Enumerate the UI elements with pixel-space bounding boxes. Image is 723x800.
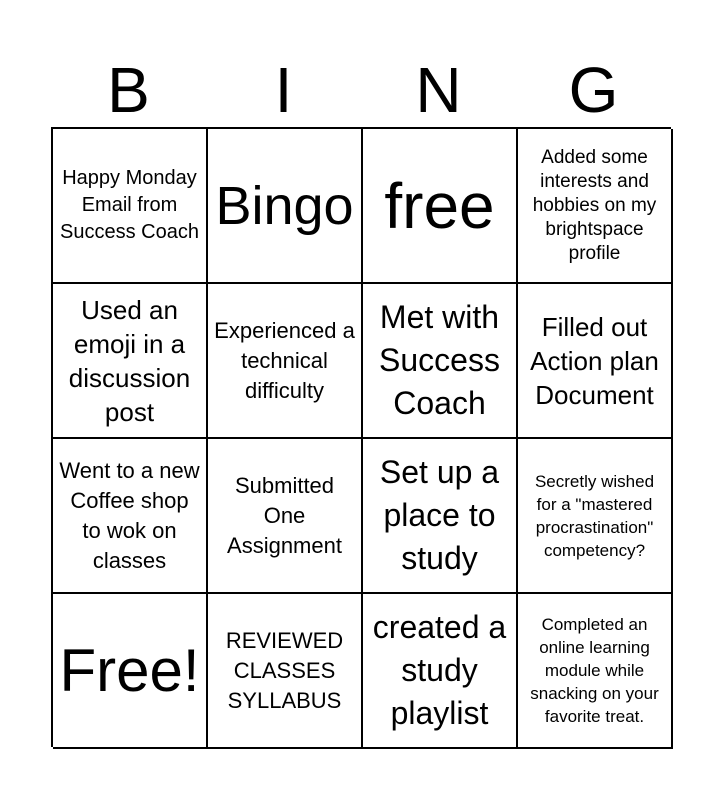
header-letter-i: I <box>274 54 293 126</box>
bingo-cell-r3c3[interactable] <box>363 439 518 594</box>
cell-text: Added some interests and hobbies on my brightspace profile <box>532 146 657 264</box>
cell-text: Filled out Action plan Document <box>530 311 659 410</box>
cell-text: Happy Monday Email from Success Coach <box>60 167 199 243</box>
bingo-cell-r3c4[interactable] <box>518 439 673 594</box>
cell-text: REVIEWED CLASSES SYLLABUS <box>225 627 344 713</box>
bingo-header <box>51 52 671 128</box>
bingo-cell-r4c4[interactable] <box>518 594 673 749</box>
bingo-cell-r2c2[interactable] <box>208 284 363 439</box>
bingo-cell-r1c3[interactable] <box>363 129 518 284</box>
cell-text: Secretly wished for a "mastered procrastination" competency? <box>534 471 655 560</box>
cell-text: Experienced a technical difficulty <box>214 317 355 403</box>
cell-text: free <box>384 169 495 242</box>
header-letter-b: B <box>107 54 150 126</box>
bingo-cell-r3c1[interactable] <box>53 439 208 594</box>
bingo-cell-r1c1[interactable] <box>53 129 208 284</box>
header-letter-g: G <box>568 54 619 126</box>
bingo-cell-r4c2[interactable] <box>208 594 363 749</box>
bingo-cell-r4c3[interactable] <box>363 594 518 749</box>
bingo-cell-r2c1[interactable] <box>53 284 208 439</box>
cell-text: Free! <box>59 636 200 704</box>
bingo-cell-r4c1[interactable] <box>53 594 208 749</box>
bingo-cell-r3c2[interactable] <box>208 439 363 594</box>
cell-text: Bingo <box>215 175 354 236</box>
header-letter-n: N <box>415 54 462 126</box>
cell-text: Completed an online learning module while snacking on your favorite treat. <box>530 615 659 726</box>
cell-text: Met with Success Coach <box>379 299 500 421</box>
cell-text: Set up a place to study <box>379 454 500 576</box>
cell-text: Used an emoji in a discussion post <box>68 294 191 427</box>
bingo-cell-r1c2[interactable] <box>208 129 363 284</box>
bingo-board <box>51 127 671 747</box>
cell-text: Submitted One Assignment <box>227 472 342 558</box>
cell-text: created a study playlist <box>372 609 507 731</box>
cell-text: Went to a new Coffee shop to wok on classes <box>59 457 200 573</box>
bingo-cell-r2c3[interactable] <box>363 284 518 439</box>
bingo-cell-r1c4[interactable] <box>518 129 673 284</box>
bingo-cell-r2c4[interactable] <box>518 284 673 439</box>
